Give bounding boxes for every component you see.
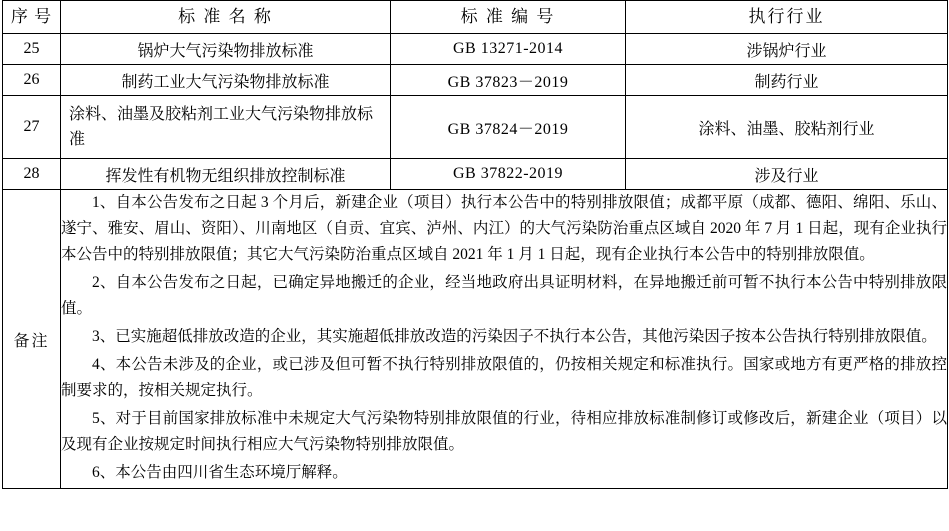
remark-paragraph: 2、自本公告发布之日起，已确定异地搬迁的企业，经当地政府出具证明材料，在异地搬迁前可暂不执行本公告中特别排放限值。	[61, 274, 947, 317]
table-row	[3, 159, 948, 190]
row-standard-code: GB 13271-2014	[391, 34, 626, 65]
row-serial-number: 28	[3, 159, 61, 190]
table-header-row	[3, 1, 948, 34]
standards-table	[2, 0, 948, 489]
header-standard-code: 标 准 编 号	[391, 1, 626, 34]
row-standard-name: 锅炉大气污染物排放标准	[61, 34, 391, 65]
table-row	[3, 96, 948, 159]
header-standard-name: 标 准 名 称	[61, 1, 391, 34]
row-serial-number: 27	[3, 96, 61, 159]
row-standard-code: GB 37823－2019	[391, 65, 626, 96]
row-serial-number: 25	[3, 34, 61, 65]
row-standard-name: 制药工业大气污染物排放标准	[61, 65, 391, 96]
row-industry: 制药行业	[626, 65, 948, 96]
remark-paragraph: 4、本公告未涉及的企业，或已涉及但可暂不执行特别排放限值的，仍按相关规定和标准执行。国家或地方有更严格的排放控制要求的，按相关规定执行。	[61, 356, 947, 399]
remark-paragraph: 5、对于目前国家排放标准中未规定大气污染物特别排放限值的行业，待相应排放标准制修订或修改后，新建企业（项目）以及现有企业按规定时间执行相应大气污染物特别排放限值。	[61, 410, 947, 453]
row-standard-code: GB 37822-2019	[391, 159, 626, 190]
remark-paragraph: 3、已实施超低排放改造的企业，其实施超低排放改造的污染因子不执行本公告，其他污染因子按本公告执行特别排放限值。	[92, 328, 937, 345]
table-body	[3, 34, 948, 489]
table-row	[3, 34, 948, 65]
table-header	[3, 1, 948, 34]
row-serial-number: 26	[3, 65, 61, 96]
row-industry: 涉锅炉行业	[626, 34, 948, 65]
table-row	[3, 65, 948, 96]
remarks-row	[3, 190, 948, 489]
row-standard-name: 挥发性有机物无组织排放控制标准	[61, 159, 391, 190]
remarks-label: 备注	[3, 190, 61, 489]
document-body	[2, 0, 947, 489]
row-industry: 涂料、油墨、胶粘剂行业	[626, 96, 948, 159]
remark-paragraph: 6、本公告由四川省生态环境厅解释。	[92, 464, 348, 481]
header-industry: 执行行业	[626, 1, 948, 34]
row-standard-code: GB 37824－2019	[391, 96, 626, 159]
row-industry: 涉及行业	[626, 159, 948, 190]
header-serial-number: 序 号	[3, 1, 61, 34]
remarks-content	[61, 190, 948, 489]
remark-paragraph: 1、自本公告发布之日起 3 个月后，新建企业（项目）执行本公告中的特别排放限值；成都平原（成都、德阳、绵阳、乐山、遂宁、雅安、眉山、资阳）、川南地区（自贡、宜宾、泸州、内江）的大气污染防治重点区域自 2020 年 7 月 1 日起，现有企业执行本公告中的特别排放限值；其它大气污染防治重点区域自 2021 年 1 月 1 日起，现有企业执行本公告中的特别排放限值。	[61, 194, 947, 263]
row-standard-name: 涂料、油墨及胶粘剂工业大气污染物排放标准	[61, 96, 391, 159]
